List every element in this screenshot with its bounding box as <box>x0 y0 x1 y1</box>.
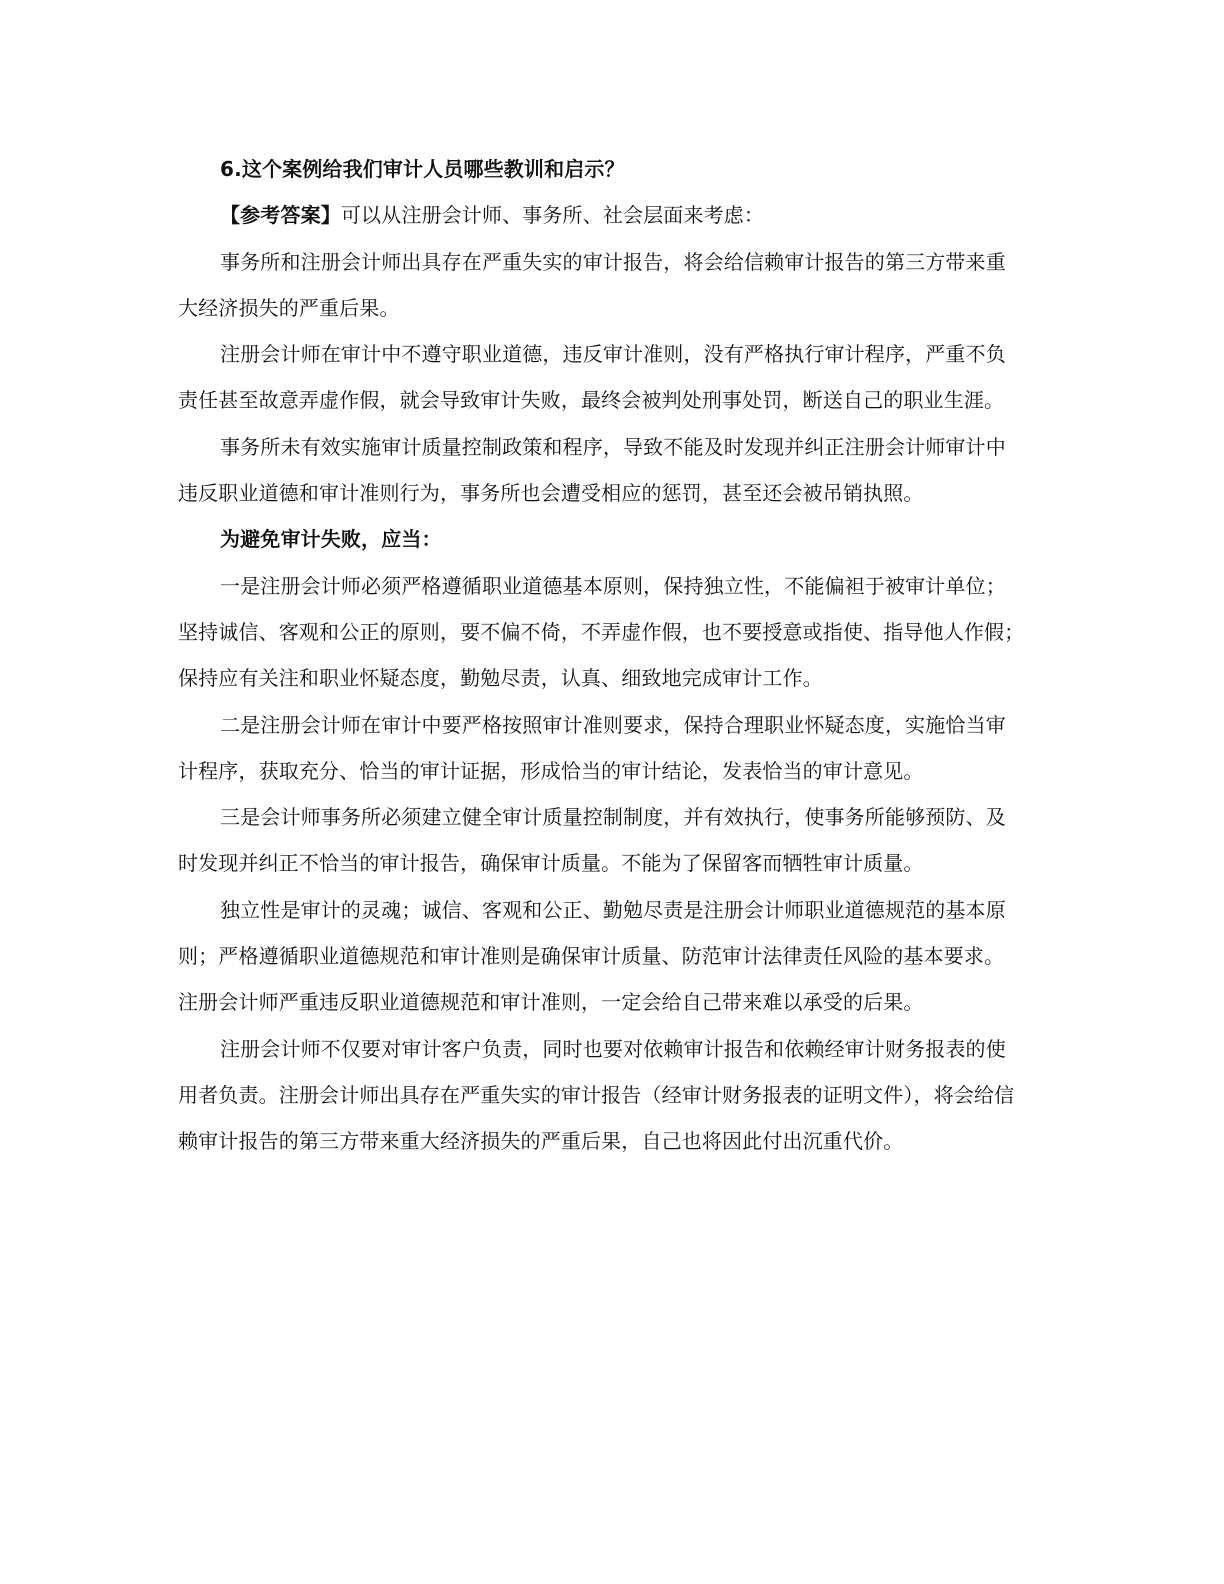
answer-label: 【参考答案】 <box>220 203 341 228</box>
question-heading: 6.这个案例给我们审计人员哪些教训和启示？ <box>220 157 625 181</box>
document-page <box>178 146 1038 1165</box>
paragraph-line: 大经济损失的严重后果。 <box>178 295 400 320</box>
paragraph-line: 二是注册会计师在审计中要严格按照审计准则要求，保持合理职业怀疑态度，实施恰当审 <box>220 712 1006 737</box>
paragraph-line: 违反职业道德和审计准则行为，事务所也会遭受相应的惩罚，甚至还会被吊销执照。 <box>178 481 924 506</box>
paragraph-line: 一是注册会计师必须严格遵循职业道德基本原则，保持独立性，不能偏袒于被审计单位； <box>220 573 1006 598</box>
answer-intro: 可以从注册会计师、事务所、社会层面来考虑： <box>340 203 765 228</box>
paragraph-line: 用者负责。注册会计师出具存在严重失实的审计报告（经审计财务报表的证明文件），将会给信 <box>178 1082 1015 1107</box>
section-heading: 为避免审计失败，应当： <box>220 527 442 552</box>
answer-intro-line <box>178 192 1038 238</box>
paragraph-line: 保持应有关注和职业怀疑态度，勤勉尽责，认真、细致地完成审计工作。 <box>178 666 823 691</box>
paragraph-line: 注册会计师不仅要对审计客户负责，同时也要对依赖审计报告和依赖经审计财务报表的使 <box>220 1036 1006 1061</box>
paragraph-line: 则；严格遵循职业道德规范和审计准则是确保审计质量、防范审计法律责任风险的基本要求。 <box>178 944 1005 969</box>
paragraph-line: 计程序，获取充分、恰当的审计证据，形成恰当的审计结论，发表恰当的审计意见。 <box>178 758 924 783</box>
paragraph-line: 时发现并纠正不恰当的审计报告，确保审计质量。不能为了保留客而牺牲审计质量。 <box>178 851 924 876</box>
paragraph-line: 赖审计报告的第三方带来重大经济损失的严重后果，自己也将因此付出沉重代价。 <box>178 1129 904 1154</box>
paragraph-line: 责任甚至故意弄虚作假，就会导致审计失败，最终会被判处刑事处罚，断送自己的职业生涯。 <box>178 388 1005 413</box>
paragraph-line: 事务所和注册会计师出具存在严重失实的审计报告，将会给信赖审计报告的第三方带来重 <box>220 249 1006 274</box>
paragraph-line: 独立性是审计的灵魂；诚信、客观和公正、勤勉尽责是注册会计师职业道德规范的基本原 <box>220 897 1006 922</box>
paragraph-line: 注册会计师严重违反职业道德规范和审计准则，一定会给自己带来难以承受的后果。 <box>178 990 924 1015</box>
paragraph-line: 注册会计师在审计中不遵守职业道德，违反审计准则，没有严格执行审计程序，严重不负 <box>220 342 1006 367</box>
paragraph-line: 三是会计师事务所必须建立健全审计质量控制制度，并有效执行，使事务所能够预防、及 <box>220 805 1006 830</box>
paragraph-line: 坚持诚信、客观和公正的原则，要不偏不倚，不弄虚作假，也不要授意或指使、指导他人作假； <box>178 619 1025 644</box>
paragraph-line: 事务所未有效实施审计质量控制政策和程序，导致不能及时发现并纠正注册会计师审计中 <box>220 434 1006 459</box>
